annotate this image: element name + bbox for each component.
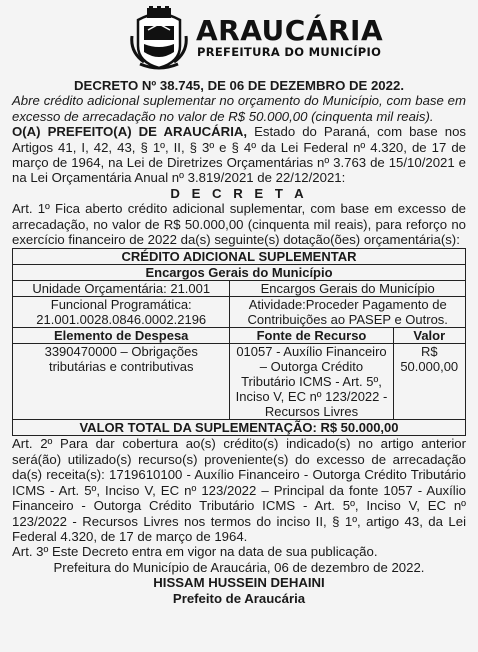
decree-title: DECRETO Nº 38.745, DE 06 DE DEZEMBRO DE 2022. bbox=[74, 78, 404, 93]
valor-cell: R$ 50.000,00 bbox=[393, 344, 465, 420]
coat-of-arms-logo bbox=[130, 6, 188, 70]
brand-subtitle: PREFEITURA DO MUNICÍPIO bbox=[197, 45, 382, 59]
header-elemento: Elemento de Despesa bbox=[13, 328, 230, 344]
table-title: CRÉDITO ADICIONAL SUPLEMENTAR bbox=[13, 249, 466, 265]
decreta-heading: D E C R E T A bbox=[170, 185, 308, 201]
place-date: Prefeitura do Município de Araucária, 06 de dezembro de 2022. bbox=[53, 559, 425, 575]
preamble bbox=[12, 124, 466, 186]
article-3: Art. 3º Este Decreto entra em vigor na data de sua publicação. bbox=[12, 544, 378, 560]
credit-table bbox=[12, 248, 466, 436]
preamble-text: Estado do Paraná, com base nos Artigos 41, I, 42, 43, § 1º, II, § 3º e § 4º da Lei Federal nº 4.320, de 17 de março de 1964, na Lei de Diretrizes Orçamentárias nº 3.763 de 15/10/2021 e na Lei Orçamentária Anual nº 3.819/2021 de 22/12/2021: bbox=[12, 124, 467, 186]
header-valor: Valor bbox=[393, 328, 465, 344]
elemento-cell: 3390470000 – Obrigações tributárias e contributivas bbox=[13, 344, 230, 420]
total-row: VALOR TOTAL DA SUPLEMENTAÇÃO: R$ 50.000,00 bbox=[13, 420, 466, 436]
header bbox=[12, 0, 466, 76]
brand bbox=[196, 16, 383, 58]
header-fonte: Fonte de Recurso bbox=[230, 328, 393, 344]
funcional-programatica: Funcional Programática: 21.001.0028.0846.0002.2196 bbox=[13, 297, 230, 328]
atividade-value: Atividade:Proceder Pagamento de Contribuições ao PASEP e Outros. bbox=[230, 297, 466, 328]
fonte-cell: 01057 - Auxílio Financeiro – Outorga Crédito Tributário ICMS - Art. 5º, Inciso V, EC nº 123/2022 - Recursos Livres bbox=[230, 344, 393, 420]
article-1: Art. 1º Fica aberto crédito adicional suplementar, com base em excesso de arrecadação, no valor de R$ 50.000,00 (cinquenta mil reais), para reforço no exercício financeiro de 2022 da(s) seguinte(s) dotação(ões) orçamentária(s): bbox=[12, 201, 466, 248]
decree-summary: Abre crédito adicional suplementar no orçamento do Município, com base em excesso de arrecadação no valor de R$ 50.000,00 (cinquenta mil reais). bbox=[12, 93, 466, 124]
brand-name: ARAUCÁRIA bbox=[196, 14, 384, 47]
preamble-authority: O(A) PREFEITO(A) DE ARAUCÁRIA, bbox=[12, 124, 248, 140]
article-2: Art. 2º Para dar cobertura ao(s) crédito(s) indicado(s) no artigo anterior será(ão) utilizado(s) recurso(s) proveniente(s) do excesso de arrecadação da(s) receita(s): 1719610100 - Auxílio Financeiro - Outorga Crédito Tributário ICMS - Art. 5º, Inciso V, EC nº 123/2022 – Principal da fonte 1057 - Auxílio Financeiro - Outorga Crédito Tributário ICMS - Art. 5º, Inciso V, EC nº 123/2022 - Recursos Livres nos termos do inciso II, § 1º, artigo 43, da Lei Federal 4.320, de 17 de março de 1964. bbox=[12, 436, 466, 544]
table-subtitle: Encargos Gerais do Município bbox=[13, 265, 466, 281]
unidade-value: Encargos Gerais do Município bbox=[230, 281, 466, 297]
signer-role: Prefeito de Araucária bbox=[172, 590, 306, 606]
signer-name: HISSAM HUSSEIN DEHAINI bbox=[153, 575, 325, 591]
unidade-label: Unidade Orçamentária: 21.001 bbox=[13, 281, 230, 297]
